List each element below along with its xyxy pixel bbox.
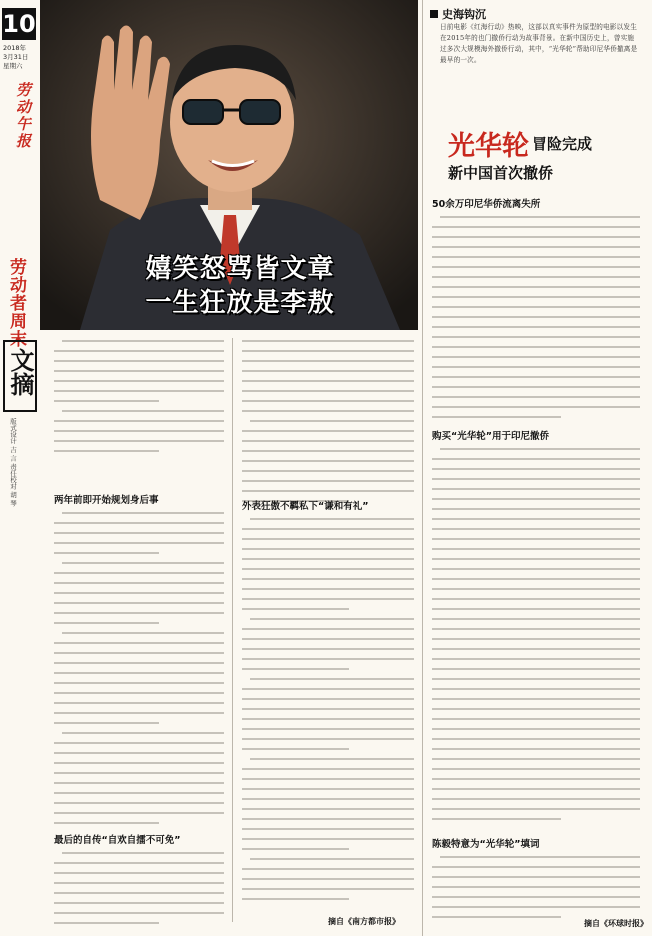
left-rail — [0, 0, 40, 936]
article-text-r-a — [432, 216, 640, 426]
hero-headline — [110, 252, 370, 320]
article-intro: 日前电影《红海行动》热映，这部以真实事件为原型的电影以发生在2015年的也门撤侨行动为故事背景。在新中国历史上，曾实施过多次大规模海外撤侨行动，其中，“光华轮”帮助印尼华侨撤离是最早的一次。 — [440, 23, 638, 64]
issue-date-year: 2018年 — [3, 44, 27, 52]
article-text-col2-a — [242, 340, 414, 510]
article-headline — [448, 124, 592, 163]
article-subheading: 最后的自传“自欢自擂不可免” — [54, 835, 181, 846]
column-title: 文摘 — [6, 348, 34, 396]
column-label-text: 史海钩沉 — [442, 8, 486, 21]
issue-weekday: 星期六 — [3, 62, 23, 70]
headline-main: 光华轮 — [448, 131, 529, 162]
article-subheading: 50余万印尼华侨流离失所 — [432, 199, 541, 210]
page-number: 10 — [2, 10, 36, 38]
article-subheading: 购买“光华轮”用于印尼撤侨 — [432, 431, 549, 442]
hero-photo — [40, 0, 418, 330]
article-text-col1-b — [54, 512, 224, 832]
article-text-r-c — [432, 856, 640, 926]
headline-line2: 新中国首次撤侨 — [448, 164, 554, 182]
article-source: 摘自《南方都市报》 — [328, 917, 400, 926]
hero-headline-line1: 嬉笑怒骂皆文章 — [145, 254, 335, 284]
section-title: 劳动者周末 — [6, 258, 26, 348]
article-text-r-b — [432, 448, 640, 828]
article-subheading: 陈毅特意为“光华轮”填词 — [432, 839, 540, 850]
issue-date-day: 3月31日 — [3, 53, 29, 61]
article-text-col1-a — [54, 340, 224, 460]
column-divider — [422, 0, 423, 936]
column-divider — [232, 338, 233, 922]
hero-headline-line2: 一生狂放是李敖 — [145, 288, 335, 318]
newspaper-logo: 劳动午报 — [14, 82, 32, 150]
article-subheading: 外表狂傲不羁私下“谦和有礼” — [242, 501, 369, 512]
square-bullet-icon — [430, 10, 438, 18]
article-source: 摘自《环球时报》 — [584, 919, 648, 928]
headline-suffix: 冒险完成 — [532, 135, 593, 153]
issue-date — [3, 44, 28, 71]
column-label — [430, 6, 486, 22]
column-title-box — [3, 340, 37, 412]
article-text-col2-b — [242, 518, 414, 908]
article-text-col1-c — [54, 852, 224, 932]
article-subheading: 两年前即开始规划身后事 — [54, 495, 159, 506]
editor-credits: 版式设计 吉 言 责任校对 胡 琴 — [9, 418, 17, 507]
